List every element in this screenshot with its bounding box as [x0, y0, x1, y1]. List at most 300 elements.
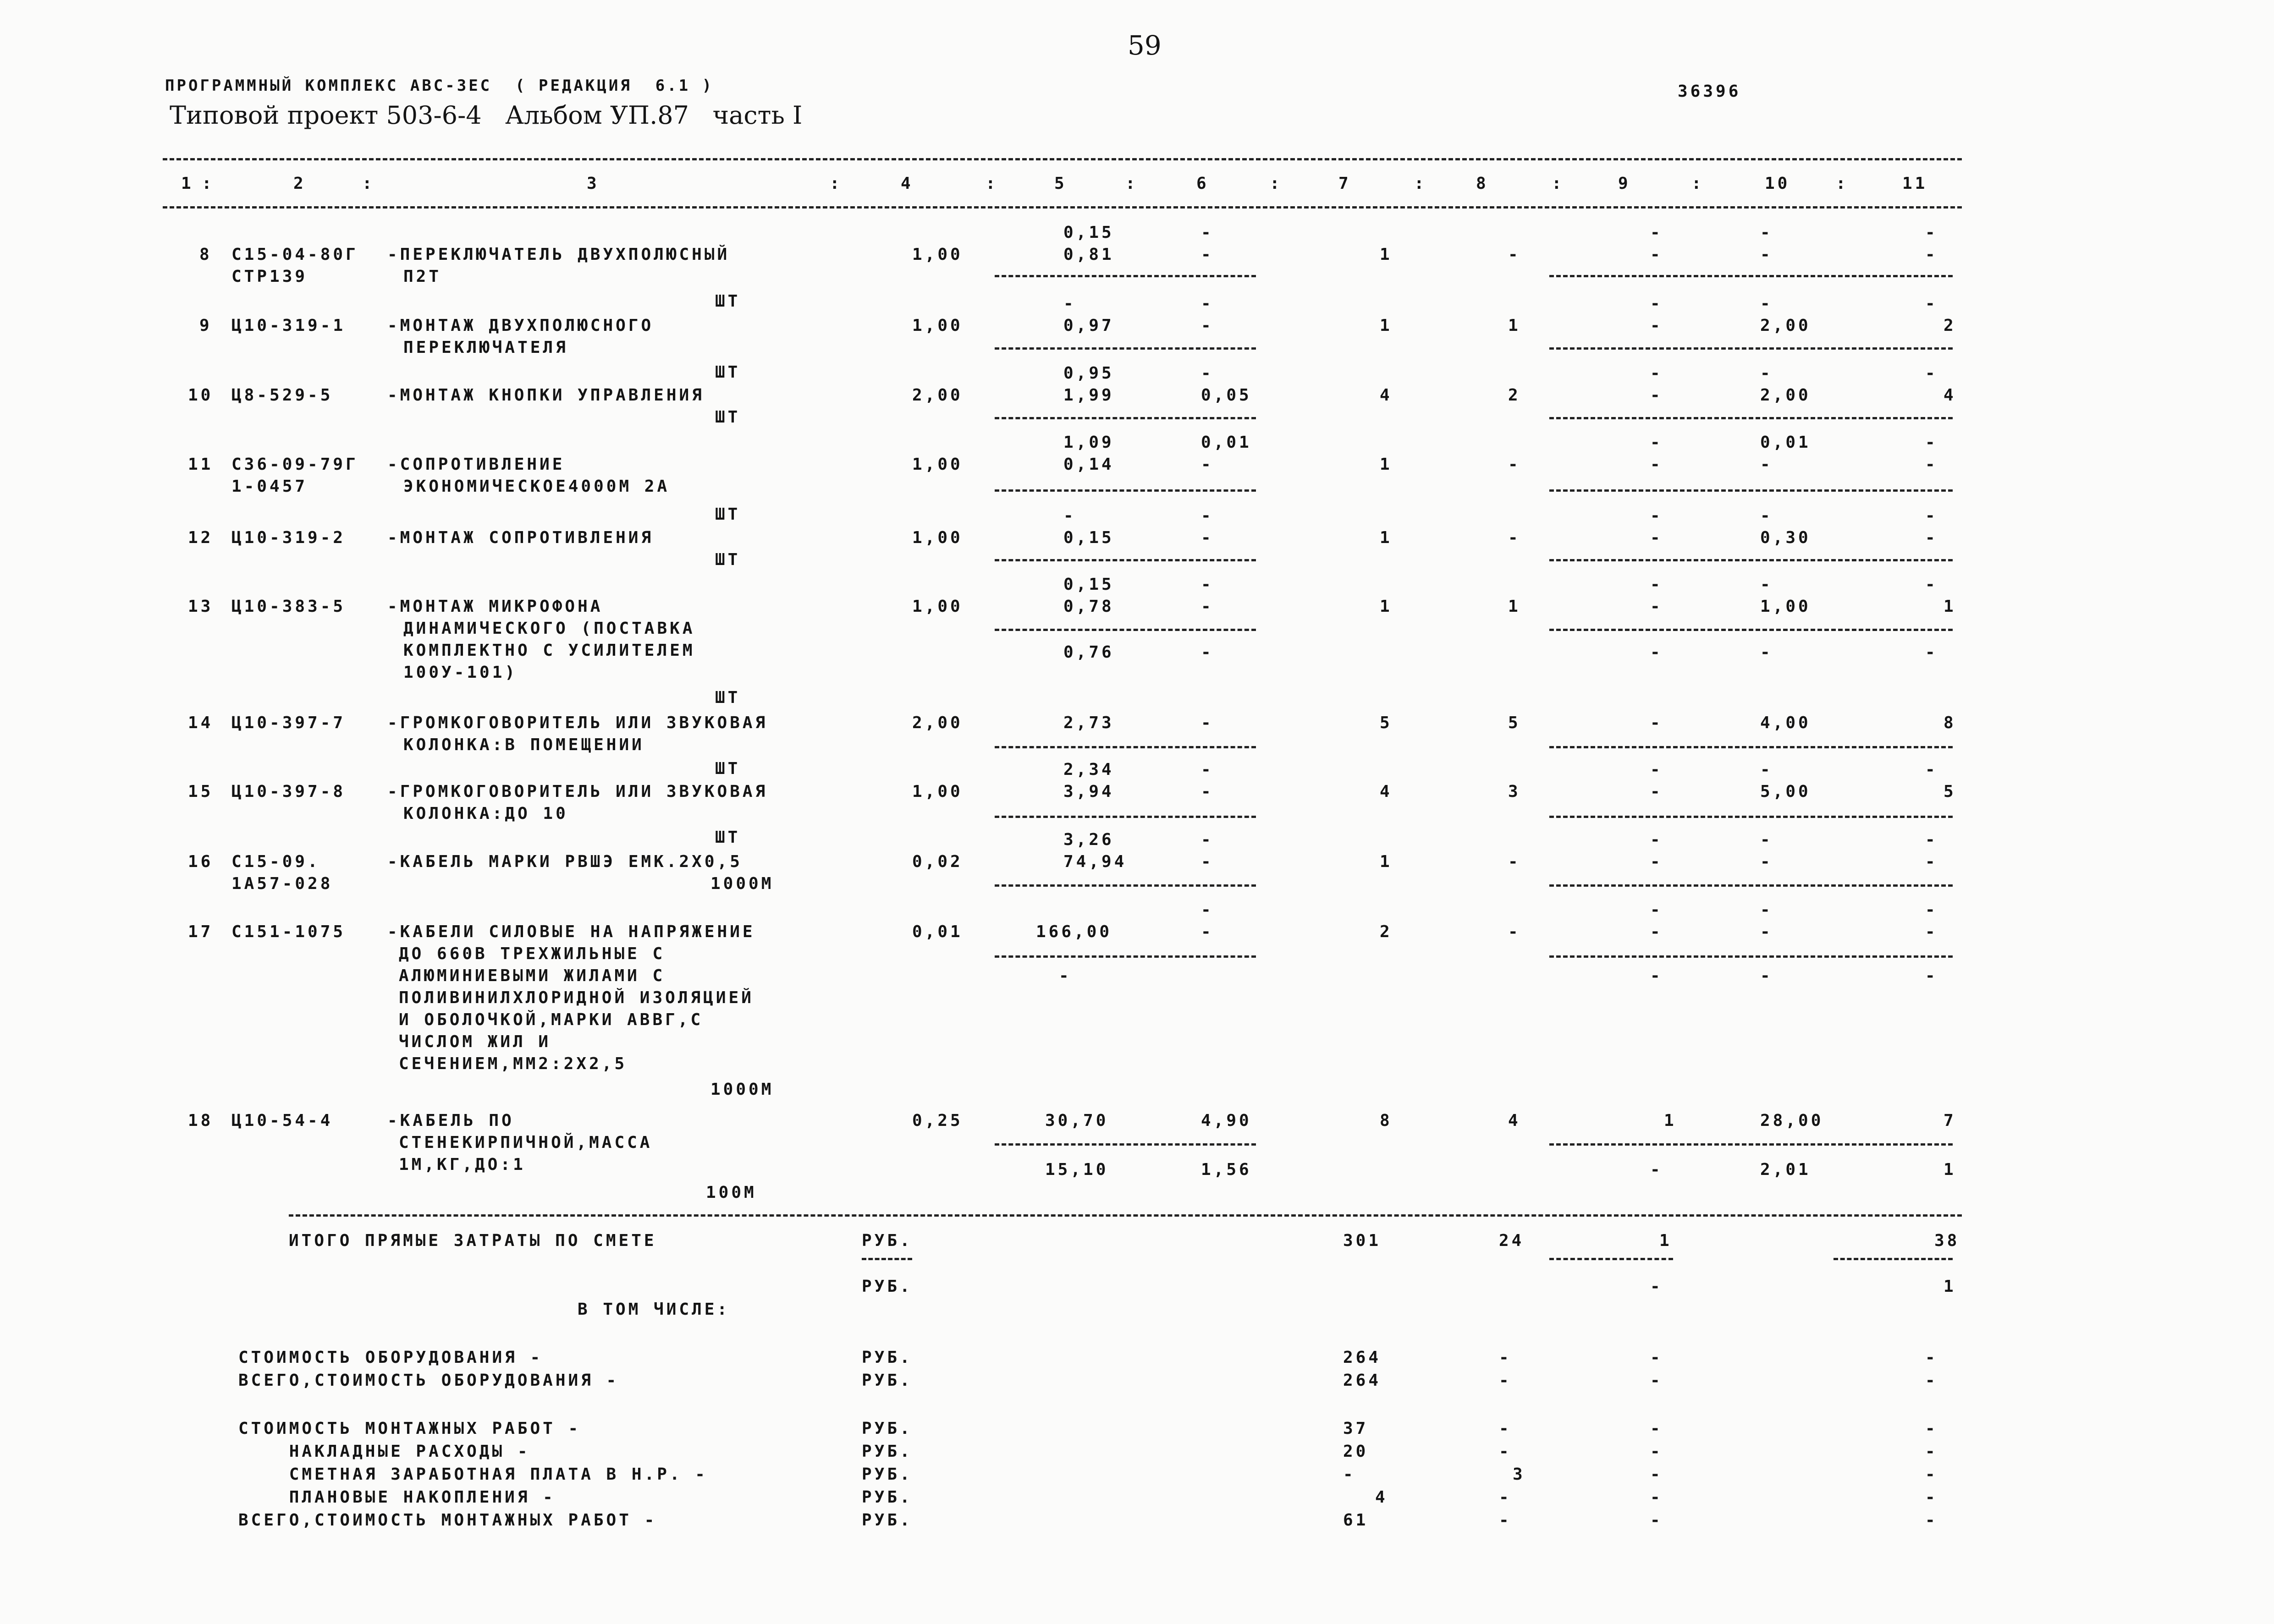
totals-c9-2: -	[1650, 1277, 1663, 1296]
row-description: -КАБЕЛИ СИЛОВЫЕ НА НАПРЯЖЕНИЕ	[387, 922, 755, 941]
sub-rule	[1549, 629, 1953, 631]
row-number: 11	[188, 455, 214, 474]
cell-c9: -	[1650, 506, 1663, 525]
cell-c11: 2	[1944, 316, 1956, 335]
summary-label: СТОИМОСТЬ МОНТАЖНЫХ РАБОТ -	[238, 1419, 581, 1438]
totals-unit: РУБ.	[862, 1231, 913, 1250]
row-number: 14	[188, 713, 214, 732]
cell-c6: -	[1201, 830, 1214, 849]
cell-c9: -	[1650, 433, 1663, 452]
cell-c6: -	[1201, 294, 1214, 313]
cell-qty: 1,00	[912, 245, 963, 264]
cell-c11: -	[1925, 900, 1938, 919]
summary-c11: -	[1925, 1419, 1938, 1438]
row-description: И ОБОЛОЧКОЙ,МАРКИ АВВГ,С	[399, 1010, 704, 1029]
cell-qty: 1,00	[912, 455, 963, 474]
cell-c5: 15,10	[1045, 1160, 1109, 1179]
row-number: 8	[199, 245, 212, 264]
cell-c10: -	[1760, 575, 1773, 594]
cell-c5: 2,73	[1063, 713, 1114, 732]
row-description: -ГРОМКОГОВОРИТЕЛЬ ИЛИ ЗВУКОВАЯ	[387, 713, 768, 732]
row-description: СТЕНЕКИРПИЧНОЙ,МАССА	[399, 1133, 653, 1152]
cell-c9: -	[1650, 386, 1663, 405]
row-number: 9	[199, 316, 212, 335]
summary-label: СТОИМОСТЬ ОБОРУДОВАНИЯ -	[238, 1348, 543, 1367]
row-number: 12	[188, 528, 214, 547]
totals-unit-2: РУБ.	[862, 1277, 913, 1296]
cell-c8: -	[1508, 245, 1521, 264]
cell-c10: -	[1760, 830, 1773, 849]
summary-c9: -	[1650, 1419, 1663, 1438]
cell-c5: -	[1063, 506, 1076, 525]
cell-c8: 2	[1508, 386, 1521, 405]
cell-c8: -	[1508, 922, 1521, 941]
sub-rule	[1549, 816, 1953, 818]
cell-c9: -	[1650, 713, 1663, 732]
rule-top	[163, 158, 1962, 160]
cell-c11: 1	[1944, 1160, 1956, 1179]
cell-c6: 0,05	[1201, 386, 1252, 405]
cell-c10: -	[1760, 245, 1773, 264]
cell-c6: -	[1201, 575, 1214, 594]
totals-c9: 1	[1659, 1231, 1672, 1250]
cell-c10: 28,00	[1760, 1111, 1824, 1130]
summary-c8: -	[1499, 1348, 1512, 1367]
sub-rule	[995, 347, 1256, 350]
cell-c6: -	[1201, 506, 1214, 525]
sub-rule	[1834, 1258, 1953, 1260]
cell-c5: 0,15	[1063, 575, 1114, 594]
cell-qty: 1,00	[912, 782, 963, 801]
cell-c7: 4	[1380, 782, 1393, 801]
row-description: -МОНТАЖ КНОПКИ УПРАВЛЕНИЯ	[387, 386, 705, 405]
cell-c11: -	[1925, 760, 1938, 779]
cell-c5: 3,94	[1063, 782, 1114, 801]
cell-qty: 1,00	[912, 528, 963, 547]
cell-c10: -	[1760, 364, 1773, 383]
cell-c9: -	[1650, 223, 1663, 242]
cell-c7: 1	[1380, 528, 1393, 547]
cell-c9: -	[1650, 643, 1663, 662]
col-separator: :	[362, 174, 375, 193]
summary-label: СМЕТНАЯ ЗАРАБОТНАЯ ПЛАТА В Н.Р. -	[238, 1465, 708, 1484]
project-title: Типовой проект 503-6-4 Альбом УП.87 часть I	[170, 101, 803, 130]
summary-c7: 4	[1375, 1488, 1388, 1507]
row-description: -МОНТАЖ ДВУХПОЛЮСНОГО	[387, 316, 654, 335]
cell-c11: -	[1925, 830, 1938, 849]
cell-qty: 1,00	[912, 316, 963, 335]
summary-c9: -	[1650, 1348, 1663, 1367]
summary-unit: РУБ.	[862, 1371, 913, 1390]
colnum-1: 1	[181, 174, 194, 193]
cell-c7: 1	[1380, 245, 1393, 264]
sub-rule	[995, 417, 1256, 419]
cell-qty: 2,00	[912, 713, 963, 732]
cell-c9: -	[1650, 760, 1663, 779]
sub-rule	[995, 629, 1256, 631]
cell-c11: 4	[1944, 386, 1956, 405]
cell-c5: 0,14	[1063, 455, 1114, 474]
cell-c11: 5	[1944, 782, 1956, 801]
row-code: С36-09-79Г	[231, 455, 358, 474]
row-number: 10	[188, 386, 214, 405]
cell-c7: 1	[1380, 852, 1393, 871]
row-unit: ШТ	[715, 292, 741, 311]
summary-c7: 37	[1343, 1419, 1369, 1438]
cell-c10: -	[1760, 294, 1773, 313]
row-description: 100У-101)	[403, 663, 518, 682]
cell-c10: 2,00	[1760, 316, 1811, 335]
cell-c9: -	[1650, 1160, 1663, 1179]
cell-c10: 5,00	[1760, 782, 1811, 801]
cell-c7: 4	[1380, 386, 1393, 405]
row-number: 13	[188, 597, 214, 616]
cell-c8: 4	[1508, 1111, 1521, 1130]
row-unit: 100М	[706, 1183, 757, 1202]
totals-c11-2: 1	[1944, 1277, 1956, 1296]
summary-c9: -	[1650, 1371, 1663, 1390]
cell-c6: -	[1201, 760, 1214, 779]
document-number: 36396	[1678, 82, 1741, 101]
summary-unit: РУБ.	[862, 1511, 913, 1530]
summary-c8: -	[1499, 1511, 1512, 1530]
colnum-5: 5	[1054, 174, 1067, 193]
summary-c9: -	[1650, 1465, 1663, 1484]
sub-rule	[995, 1143, 1256, 1146]
summary-c9: -	[1650, 1488, 1663, 1507]
row-unit: ШТ	[715, 363, 741, 382]
summary-unit: РУБ.	[862, 1488, 913, 1507]
col-separator: :	[1270, 174, 1283, 193]
cell-c10: -	[1760, 760, 1773, 779]
cell-c6: -	[1201, 316, 1214, 335]
row-code: 1-0457	[231, 477, 308, 496]
cell-c9: -	[1650, 575, 1663, 594]
row-unit: ШТ	[715, 408, 741, 427]
summary-c11: -	[1925, 1442, 1938, 1461]
cell-c5: 0,81	[1063, 245, 1114, 264]
colnum-8: 8	[1476, 174, 1489, 193]
cell-c11: -	[1925, 223, 1938, 242]
cell-c6: -	[1201, 245, 1214, 264]
page-number: 59	[1128, 30, 1162, 61]
col-separator: :	[1836, 174, 1849, 193]
sub-rule	[862, 1258, 912, 1260]
cell-c8: 3	[1508, 782, 1521, 801]
cell-c9: -	[1650, 852, 1663, 871]
col-separator: :	[1552, 174, 1564, 193]
sub-rule	[995, 816, 1256, 818]
row-code: С15-04-80Г	[231, 245, 358, 264]
cell-c11: 7	[1944, 1111, 1956, 1130]
summary-c8: -	[1499, 1419, 1512, 1438]
cell-c7: 1	[1380, 597, 1393, 616]
summary-c11: -	[1925, 1511, 1938, 1530]
row-code: Ц10-397-8	[231, 782, 346, 801]
cell-c5: 0,97	[1063, 316, 1114, 335]
cell-c6: -	[1201, 528, 1214, 547]
row-description: КОЛОНКА:В ПОМЕЩЕНИИ	[403, 735, 644, 754]
sub-rule	[995, 955, 1256, 958]
cell-c10: -	[1760, 966, 1773, 985]
sub-rule	[1549, 746, 1953, 748]
row-description: -МОНТАЖ МИКРОФОНА	[387, 597, 603, 616]
cell-c5: 1,99	[1063, 386, 1114, 405]
cell-c6: -	[1201, 455, 1214, 474]
sub-rule	[1549, 489, 1953, 492]
row-description: АЛЮМИНИЕВЫМИ ЖИЛАМИ С	[399, 966, 666, 985]
cell-c5: -	[1063, 294, 1076, 313]
cell-qty: 0,25	[912, 1111, 963, 1130]
cell-c6: -	[1201, 223, 1214, 242]
cell-c5: -	[1059, 966, 1072, 985]
cell-c8: -	[1508, 455, 1521, 474]
cell-c11: 1	[1944, 597, 1956, 616]
cell-c8: -	[1508, 852, 1521, 871]
sub-rule	[995, 559, 1256, 561]
summary-c9: -	[1650, 1511, 1663, 1530]
cell-qty: 1,00	[912, 597, 963, 616]
summary-unit: РУБ.	[862, 1442, 913, 1461]
summary-unit: РУБ.	[862, 1348, 913, 1367]
cell-c11: -	[1925, 506, 1938, 525]
cell-c11: -	[1925, 575, 1938, 594]
colnum-11: 11	[1902, 174, 1928, 193]
cell-c8: 1	[1508, 597, 1521, 616]
row-unit: ШТ	[715, 759, 741, 778]
cell-c11: 8	[1944, 713, 1956, 732]
cell-c5: 2,34	[1063, 760, 1114, 779]
cell-c9: -	[1650, 528, 1663, 547]
row-description: ПЕРЕКЛЮЧАТЕЛЯ	[403, 338, 568, 357]
row-unit: ШТ	[715, 505, 741, 524]
summary-c11: -	[1925, 1465, 1938, 1484]
cell-c5: 0,95	[1063, 364, 1114, 383]
cell-c5: 0,78	[1063, 597, 1114, 616]
summary-label: ПЛАНОВЫЕ НАКОПЛЕНИЯ -	[238, 1488, 556, 1507]
totals-c8: 24	[1499, 1231, 1525, 1250]
cell-c5: 0,15	[1063, 223, 1114, 242]
cell-c6: 0,01	[1201, 433, 1252, 452]
summary-c7: 61	[1343, 1511, 1369, 1530]
cell-c8: 1	[1508, 316, 1521, 335]
row-description: ПОЛИВИНИЛХЛОРИДНОЙ ИЗОЛЯЦИЕЙ	[399, 988, 754, 1007]
row-code: С151-1075	[231, 922, 346, 941]
summary-c11: -	[1925, 1371, 1938, 1390]
col-separator: :	[1414, 174, 1427, 193]
cell-c11: -	[1925, 643, 1938, 662]
cell-c9: -	[1650, 455, 1663, 474]
cell-qty: 2,00	[912, 386, 963, 405]
row-description: 1М,КГ,ДО:1	[399, 1155, 526, 1174]
row-unit: 1000М	[710, 874, 774, 893]
row-code: СТР139	[231, 267, 308, 286]
colnum-10: 10	[1765, 174, 1790, 193]
cell-c10: -	[1760, 900, 1773, 919]
col-separator: :	[830, 174, 842, 193]
rule-totals	[289, 1214, 1962, 1217]
row-code: Ц10-383-5	[231, 597, 346, 616]
program-header: ПРОГРАММНЫЙ КОМПЛЕКС АВС-3ЕС ( РЕДАКЦИЯ 6.1 )	[165, 77, 714, 95]
cell-c5: 0,76	[1063, 643, 1114, 662]
colnum-6: 6	[1196, 174, 1209, 193]
colnum-7: 7	[1338, 174, 1351, 193]
sub-rule	[995, 489, 1256, 492]
cell-c6: -	[1201, 643, 1214, 662]
row-unit: ШТ	[715, 828, 741, 847]
cell-c9: 1	[1664, 1111, 1677, 1130]
cell-c7: 8	[1380, 1111, 1393, 1130]
cell-c9: -	[1650, 782, 1663, 801]
sub-rule	[1549, 417, 1953, 419]
cell-c10: 0,30	[1760, 528, 1811, 547]
cell-c6: -	[1201, 597, 1214, 616]
cell-c7: 2	[1380, 922, 1393, 941]
cell-c10: -	[1760, 455, 1773, 474]
summary-c11: -	[1925, 1348, 1938, 1367]
cell-c10: -	[1760, 922, 1773, 941]
row-description: ЭКОНОМИЧЕСКОЕ4000М 2А	[403, 477, 670, 496]
row-code: Ц10-397-7	[231, 713, 346, 732]
colnum-4: 4	[901, 174, 914, 193]
cell-c9: -	[1650, 245, 1663, 264]
summary-c8: -	[1499, 1442, 1512, 1461]
cell-c9: -	[1650, 900, 1663, 919]
cell-c10: 0,01	[1760, 433, 1811, 452]
row-code: 1А57-028	[231, 874, 333, 893]
cell-c5: 30,70	[1045, 1111, 1109, 1130]
cell-c11: -	[1925, 852, 1938, 871]
row-description: ДИНАМИЧЕСКОГО (ПОСТАВКА	[403, 619, 695, 638]
col-separator: :	[202, 174, 215, 193]
cell-c6: -	[1201, 364, 1214, 383]
row-unit: ШТ	[715, 688, 741, 707]
cell-c11: -	[1925, 294, 1938, 313]
summary-label: ВСЕГО,СТОИМОСТЬ МОНТАЖНЫХ РАБОТ -	[238, 1511, 657, 1530]
summary-c8: -	[1499, 1488, 1512, 1507]
cell-c6: -	[1201, 852, 1214, 871]
row-description: -КАБЕЛЬ МАРКИ РВШЭ ЕМК.2Х0,5	[387, 852, 743, 871]
col-separator: :	[1691, 174, 1704, 193]
summary-unit: РУБ.	[862, 1419, 913, 1438]
summary-c7: -	[1343, 1465, 1356, 1484]
row-description: ДО 660В ТРЕХЖИЛЬНЫЕ С	[399, 944, 666, 963]
cell-c10: 2,01	[1760, 1160, 1811, 1179]
cell-c9: -	[1650, 364, 1663, 383]
summary-c8: -	[1499, 1371, 1512, 1390]
cell-c6: 1,56	[1201, 1160, 1252, 1179]
sub-rule	[995, 275, 1256, 277]
cell-c11: -	[1925, 528, 1938, 547]
summary-c9: -	[1650, 1442, 1663, 1461]
cell-c11: -	[1925, 245, 1938, 264]
cell-c9: -	[1650, 966, 1663, 985]
colnum-9: 9	[1618, 174, 1631, 193]
row-description: ЧИСЛОМ ЖИЛ И	[399, 1032, 551, 1051]
row-code: Ц10-319-1	[231, 316, 346, 335]
cell-c6: -	[1201, 922, 1214, 941]
cell-c9: -	[1650, 830, 1663, 849]
summary-c7: 264	[1343, 1348, 1382, 1367]
cell-c10: 4,00	[1760, 713, 1811, 732]
cell-c9: -	[1650, 922, 1663, 941]
row-description: -КАБЕЛЬ ПО	[387, 1111, 514, 1130]
cell-c5: 1,09	[1063, 433, 1114, 452]
row-description: -ПЕРЕКЛЮЧАТЕЛЬ ДВУХПОЛЮСНЫЙ	[387, 245, 730, 264]
cell-c7: 1	[1380, 316, 1393, 335]
row-code: Ц8-529-5	[231, 386, 333, 405]
summary-label: ВСЕГО,СТОИМОСТЬ ОБОРУДОВАНИЯ -	[238, 1371, 619, 1390]
row-description: П2Т	[403, 267, 442, 286]
col-separator: :	[1125, 174, 1138, 193]
cell-c9: -	[1650, 597, 1663, 616]
cell-c5: 74,94	[1063, 852, 1127, 871]
cell-c11: -	[1925, 455, 1938, 474]
cell-c7: 1	[1380, 455, 1393, 474]
cell-c9: -	[1650, 294, 1663, 313]
cell-c6: -	[1201, 900, 1214, 919]
cell-c10: 2,00	[1760, 386, 1811, 405]
row-number: 18	[188, 1111, 214, 1130]
cell-qty: 0,01	[912, 922, 963, 941]
rule-column-header	[163, 206, 1962, 208]
totals-title: ИТОГО ПРЯМЫЕ ЗАТРАТЫ ПО СМЕТЕ	[289, 1231, 657, 1250]
cell-c11: -	[1925, 922, 1938, 941]
cell-c8: -	[1508, 528, 1521, 547]
totals-c11: 38	[1934, 1231, 1960, 1250]
sub-rule	[1549, 955, 1953, 958]
row-unit: ШТ	[715, 550, 741, 569]
summary-c11: -	[1925, 1488, 1938, 1507]
including-label: В ТОМ ЧИСЛЕ:	[578, 1300, 730, 1319]
totals-c7: 301	[1343, 1231, 1382, 1250]
colnum-3: 3	[587, 174, 600, 193]
row-number: 15	[188, 782, 214, 801]
cell-c6: -	[1201, 782, 1214, 801]
cell-c11: -	[1925, 433, 1938, 452]
cell-c7: 5	[1380, 713, 1393, 732]
cell-c10: -	[1760, 506, 1773, 525]
summary-label: НАКЛАДНЫЕ РАСХОДЫ -	[238, 1442, 530, 1461]
sub-rule	[1549, 275, 1953, 277]
cell-c10: -	[1760, 643, 1773, 662]
cell-c8: 5	[1508, 713, 1521, 732]
summary-c7: 264	[1343, 1371, 1382, 1390]
sub-rule	[1549, 1258, 1673, 1260]
sub-rule	[1549, 559, 1953, 561]
cell-c5: 0,15	[1063, 528, 1114, 547]
row-description: КОЛОНКА:ДО 10	[403, 804, 568, 823]
summary-c8: 3	[1513, 1465, 1525, 1484]
row-code: С15-09.	[231, 852, 320, 871]
sub-rule	[1549, 884, 1953, 887]
cell-c5: 3,26	[1063, 830, 1114, 849]
row-description: -ГРОМКОГОВОРИТЕЛЬ ИЛИ ЗВУКОВАЯ	[387, 782, 768, 801]
row-description: СЕЧЕНИЕМ,ММ2:2Х2,5	[399, 1054, 628, 1073]
row-code: Ц10-319-2	[231, 528, 346, 547]
colnum-2: 2	[293, 174, 306, 193]
cell-c6: 4,90	[1201, 1111, 1252, 1130]
summary-c7: 20	[1343, 1442, 1369, 1461]
cell-c5: 166,00	[1036, 922, 1112, 941]
row-description: -МОНТАЖ СОПРОТИВЛЕНИЯ	[387, 528, 654, 547]
row-description: КОМПЛЕКТНО С УСИЛИТЕЛЕМ	[403, 641, 695, 660]
sub-rule	[1549, 1143, 1953, 1146]
sub-rule	[1549, 347, 1953, 350]
cell-c11: -	[1925, 364, 1938, 383]
cell-c11: -	[1925, 966, 1938, 985]
sub-rule	[995, 746, 1256, 748]
